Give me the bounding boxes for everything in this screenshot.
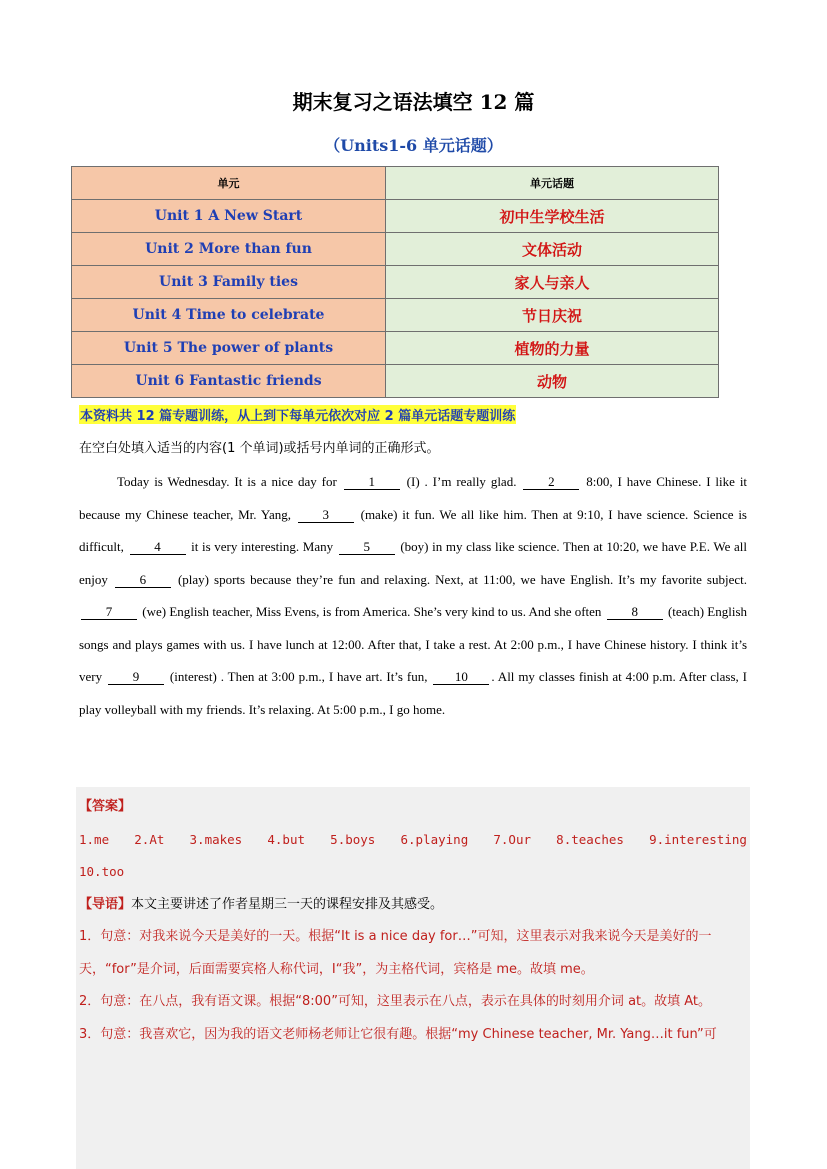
topic-cell: 动物 — [386, 365, 719, 398]
answer-item: 8.teaches — [556, 831, 624, 847]
unit-cell: Unit 1 A New Start — [72, 200, 386, 233]
answer-item: 5.boys — [330, 831, 376, 847]
answer-item: 10.too — [79, 864, 125, 879]
units-table — [71, 166, 719, 398]
answer-item: 4.but — [267, 831, 306, 847]
explanation-1: 1．句意：对我来说今天是美好的一天。根据“It is a nice day for…”可知，这里表示对我来说今天是美好的一天，“for”是介词，后面需要宾格人称代词，I“我”，为主格代词，宾格是 me。故填 me。 — [79, 929, 712, 977]
passage-text: (boy) in my class like science. Then at 10:20, we have P.E. We all enjoy — [79, 539, 748, 587]
topic-cell: 植物的力量 — [386, 332, 719, 365]
topic-cell: 文体活动 — [386, 233, 719, 266]
exercise-instruction: 在空白处填入适当的内容(1 个单词)或括号内单词的正确形式。 — [79, 441, 440, 456]
passage-text: (I) . I’m really glad. — [406, 474, 517, 489]
passage-text: 8:00, I have Chinese. I like it because my Chinese teacher, Mr. Yang, — [79, 474, 748, 522]
intro-paragraph — [79, 889, 747, 922]
explanation-2: 2．句意：在八点，我有语文课。根据“8:00”可知，这里表示在八点，表示在具体的时刻用介词 at。故填 At。 — [79, 994, 712, 1009]
explanation-3: 3．句意：我喜欢它，因为我的语文老师杨老师让它很有趣。根据“my Chinese teacher, Mr. Yang…it fun”可 — [79, 1026, 717, 1042]
answer-list-continued — [79, 856, 747, 889]
blank-7: 7 — [81, 604, 137, 620]
unit-cell: Unit 6 Fantastic friends — [72, 365, 386, 398]
unit-cell: Unit 4 Time to celebrate — [72, 299, 386, 332]
table-row — [72, 200, 719, 233]
answer-item: 6.playing — [400, 831, 469, 847]
blank-10: 10 — [433, 669, 489, 685]
blank-2: 2 — [523, 474, 579, 490]
header-topic: 单元话题 — [386, 167, 719, 200]
table-row — [72, 266, 719, 299]
topic-cell: 家人与亲人 — [386, 266, 719, 299]
unit-cell: Unit 5 The power of plants — [72, 332, 386, 365]
page-subtitle: （Units1-6 单元话题） — [324, 136, 503, 155]
highlighted-note: 本资料共 12 篇专题训练，从上到下每单元依次对应 2 篇单元话题专题训练 — [79, 405, 516, 424]
passage-text: it is very interesting. Many — [191, 539, 334, 554]
passage-text: (teach) English songs and plays games with us. I have lunch at 12:00. After that, I take a rest. At 2:00 p.m., I have Chinese history. I think it’s very — [79, 604, 748, 684]
topic-cell: 节日庆祝 — [386, 299, 719, 332]
header-unit: 单元 — [72, 167, 386, 200]
table-header-row — [72, 167, 719, 200]
table-row — [72, 332, 719, 365]
answer-section — [79, 791, 747, 1051]
table-row — [72, 233, 719, 266]
answer-item: 9.interesting — [649, 831, 747, 847]
answer-item: 2.At — [134, 831, 165, 847]
passage-text: (interest) . Then at 3:00 p.m., I have art. It’s fun, — [169, 669, 428, 684]
passage-text: (play) sports because they’re fun and relaxing. Next, at 11:00, we have English. It’s my favorite subject. — [177, 571, 748, 587]
unit-cell: Unit 3 Family ties — [72, 266, 386, 299]
blank-5: 5 — [339, 539, 395, 555]
passage-text: (make) it fun. We all like him. Then at 9:10, I have science. Science is difficult, — [79, 506, 747, 554]
answer-tag: 【答案】 — [79, 799, 132, 814]
table-row — [72, 365, 719, 398]
topic-cell: 初中生学校生活 — [386, 200, 719, 233]
cloze-passage — [79, 466, 747, 726]
answer-item: 7.Our — [493, 831, 532, 847]
blank-8: 8 — [607, 604, 663, 620]
answer-item: 3.makes — [189, 831, 243, 847]
blank-9: 9 — [108, 669, 164, 685]
page-title: 期末复习之语法填空 12 篇 — [292, 90, 535, 114]
intro-tag: 【导语】 — [79, 896, 132, 912]
passage-text: (we) English teacher, Miss Evens, is from America. She’s very kind to us. And she often — [142, 604, 602, 619]
intro-text: 本文主要讲述了作者星期三一天的课程安排及其感受。 — [131, 896, 444, 912]
blank-4: 4 — [130, 539, 186, 555]
passage-text: . All my classes finish at 4:00 p.m. After class, I play volleyball with my friends. It’s relaxing. At 5:00 p.m., I go home. — [79, 669, 748, 717]
passage-text: Today is Wednesday. It is a nice day for — [117, 474, 337, 489]
unit-cell: Unit 2 More than fun — [72, 233, 386, 266]
blank-3: 3 — [298, 507, 354, 523]
answer-item: 1.me — [79, 831, 110, 847]
table-row — [72, 299, 719, 332]
answer-list — [79, 824, 747, 857]
blank-1: 1 — [344, 474, 400, 490]
blank-6: 6 — [115, 572, 171, 588]
